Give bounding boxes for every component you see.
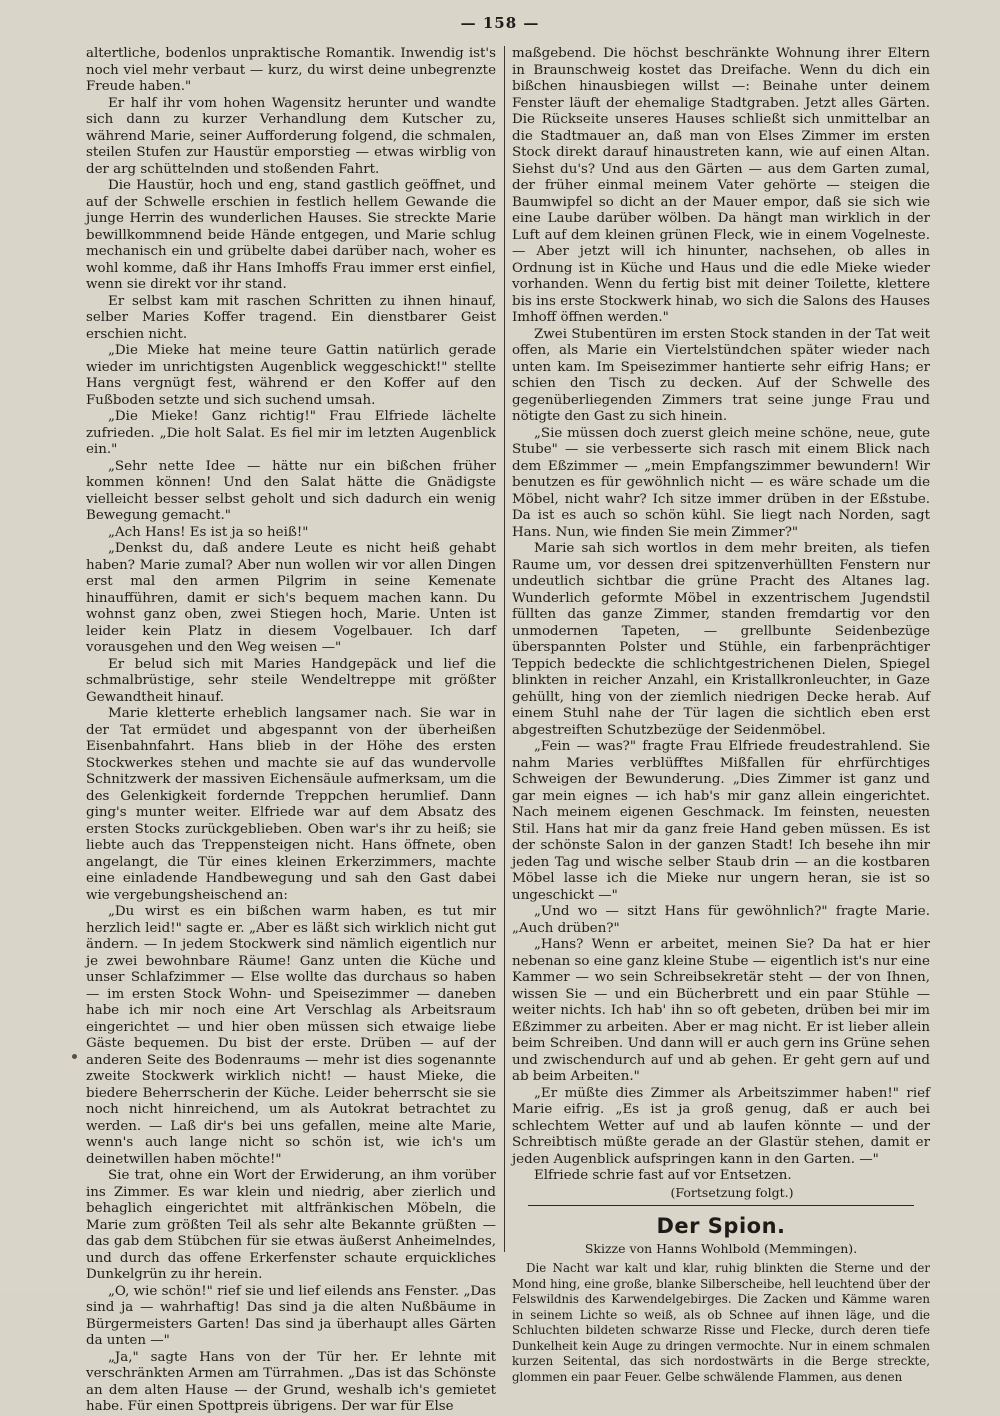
- paragraph: „O, wie schön!" rief sie und lief eilends ans Fenster. „Das sind ja — wahrhaftig! Das sind ja die alten Nußbäume in Bürgermeisters Garten! Das sind ja überhaupt alles Gärten da unten —": [86, 1283, 496, 1348]
- section-divider: [528, 1205, 914, 1206]
- paragraph: Zwei Stubentüren im ersten Stock standen in der Tat weit offen, als Marie ein Viertelstündchen später wieder nach unten kam. Im Speisezimmer hantierte sehr eifrig Hans; er schien den Tisch zu decken. Auf der Schwelle des gegenüberliegenden Zimmers trat seine junge Frau und nötigte den Gast zu sich hinein.: [512, 326, 930, 424]
- paragraph: „Sie müssen doch zuerst gleich meine schöne, neue, gute Stube" — sie verbesserte sich rasch mit einem Blick nach dem Eßzimmer — „mein Empfangszimmer bewundern! Wir benutzen es für gewöhnlich nicht — es wäre schade um die Möbel, nicht wahr? Ich sitze immer drüben in der Eßstube. Da ist es auch so schön kühl. Sie liegt nach Norden, sagt Hans. Nun, wie finden Sie mein Zimmer?": [512, 425, 930, 540]
- continuation-note: (Fortsetzung folgt.): [670, 1184, 794, 1200]
- paragraph: „Fein — was?" fragte Frau Elfriede freudestrahlend. Sie nahm Maries verblüfftes Mißfallen für ehrfürchtiges Schweigen der Bewunderung. „Dies Zimmer ist ganz und gar mein eignes — ich hab's mir ganz allein eingerichtet. Nach meinem eigenen Geschmack. Im feinsten, neuesten Stil. Hans hat mir da ganz freie Hand geben müssen. Es ist der schönste Salon in der ganzen Stadt! Ich besehe ihn mir jeden Tag und wische selber Staub drin — an die kostbaren Möbel lasse ich die Mieke nur ungern heran, sie ist so ungeschickt —": [512, 739, 930, 903]
- paragraph: Er belud sich mit Maries Handgepäck und lief die schmalbrüstige, sehr steile Wendeltreppe mit größter Gewandtheit hinauf.: [86, 656, 496, 705]
- paragraph: Die Nacht war kalt und klar, ruhig blinkten die Sterne und der Mond hing, eine große, blanke Silberscheibe, hell leuchtend über der Felswildnis des Karwendelgebirges. Die Zacken und Kämme waren in seinem Lichte so weiß, als ob Schnee auf ihnen läge, und die Schluchten bildeten schwarze Risse und Flecke, durch deren tiefe Dunkelheit kein Auge zu dringen vermochte. Nur in einem schmalen kurzen Seitental, das sich nordostwärts in die Berge streckte, glommen ein paar Feuer. Gelbe schwälende Flammen, aus denen: [512, 1261, 930, 1384]
- column-divider: [504, 46, 505, 1252]
- paragraph: „Denkst du, daß andere Leute es nicht heiß gehabt haben? Marie zumal? Aber nun wollen wir vor allen Dingen erst mal den armen Pilgrim in seine Kemenate hinaufführen, damit er sich's bequem machen kann. Du wohnst ganz oben, zwei Stiegen hoch, Marie. Unten ist leider kein Platz in diesem Vogelbauer. Ich darf vorausgehen und den Weg weisen —": [86, 541, 496, 655]
- left-column: [86, 46, 496, 1416]
- story-byline: Skizze von Hanns Wohlbold (Memmingen).: [584, 1240, 858, 1256]
- paragraph: „Du wirst es ein bißchen warm haben, es tut mir herzlich leid!" sagte er. „Aber es läßt sich wirklich nicht gut ändern. — In jedem Stockwerk sind nämlich eigentlich nur je zwei bewohnbare Räume! Ganz unten die Küche und unser Schlafzimmer — Else wollte das durchaus so haben — im ersten Stock Wohn- und Speisezimmer — daneben habe ich mir noch eine Art Verschlag als Arbeitsraum eingerichtet — und hier oben müssen sich etwaige liebe Gäste bequemen. Du bist der erste. Drüben — auf der anderen Seite des Bodenraums — mehr ist dies sogenannte zweite Stockwerk wirklich nicht! — haust Mieke, die biedere Beherrscherin der Küche. Leider beherrscht sie sie noch nicht hinreichend, um als Autokrat betrachtet zu werden. — Laß dir's bei uns gefallen, meine alte Marie, wenn's auch lange nicht so schön ist, wie ich's um deinetwillen haben möchte!": [86, 904, 496, 1167]
- paragraph: Elfriede schrie fast auf vor Entsetzen.: [534, 1168, 792, 1183]
- story-body: [512, 1261, 930, 1385]
- paragraph: maßgebend. Die höchst beschränkte Wohnung ihrer Eltern in Braunschweig kostet das Dreifache. Wenn du dich ein bißchen hinausbiegen willst —: Beinahe unter deinem Fenster läuft der ehemalige Stadtgraben. Jetzt alles Gärten. Die Rückseite unseres Hauses schließt sich unmittelbar an die Stadtmauer an, daß man von Elses Zimmer im ersten Stock direkt darauf hinaustreten kann, wie auf einen Altan. Siehst du's? Und aus den Gärten — aus dem Garten zumal, der früher einmal meinem Vater gehörte — steigen die Baumwipfel so dicht an der Mauer empor, daß sie sich wie eine Laube darüber wölben. Da hängt man wirklich in der Luft auf dem kleinen grünen Fleck, wie in einem Vogelneste. — Aber jetzt will ich hinunter, nachsehen, ob alles in Ordnung ist in Küche und Haus und die edle Mieke wieder vorhanden. Wenn du fertig bist mit deiner Toilette, klettere bis ins erste Stockwerk hinab, wo sich die Salons des Hauses Imhoff öffnen werden.": [512, 46, 930, 325]
- paragraph: „Ach Hans! Es ist ja so heiß!": [108, 524, 309, 540]
- story-title: Der Spion.: [656, 1214, 786, 1238]
- paragraph: Sie trat, ohne ein Wort der Erwiderung, an ihm vorüber ins Zimmer. Es war klein und niedrig, aber zierlich und behaglich eingerichtet mit altfränkischen Möbeln, die Marie zum größten Teil als sehr alte Bekannte grüßten — das gab dem Stübchen für sie etwas äußerst Anheimelndes, und durch das offene Erkerfenster schaute erquickliches Dunkelgrün zu ihr herein.: [86, 1168, 496, 1282]
- paragraph: „Die Mieke! Ganz richtig!" Frau Elfriede lächelte zufrieden. „Die holt Salat. Es fiel mir im letzten Augenblick ein.": [86, 409, 496, 457]
- paragraph: „Sehr nette Idee — hätte nur ein bißchen früher kommen können! Und den Salat hätte die Gnädigste vielleicht besser selbst geholt und sich dadurch ein wenig Bewegung gemacht.": [86, 458, 496, 523]
- ink-spot: [72, 1054, 77, 1059]
- paragraph: „Hans? Wenn er arbeitet, meinen Sie? Da hat er hier nebenan so eine ganz kleine Stube — eigentlich ist's nur eine Kammer — wo sein Schreibsekretär steht — der von Ihnen, wissen Sie — und ein Bücherbrett und ein paar Stühle — weiter nichts. Ich hab' ihn so oft gebeten, drüben bei mir im Eßzimmer zu arbeiten. Aber er mag nicht. Er ist lieber allein beim Schreiben. Und dann will er auch gern ins Grüne sehen und zwischendurch auf und ab gehen. Er geht gern auf und ab beim Arbeiten.": [512, 937, 930, 1084]
- right-column: [512, 46, 930, 1385]
- paragraph: „Und wo — sitzt Hans für gewöhnlich?" fragte Marie. „Auch drüben?": [512, 904, 930, 936]
- paragraph: „Ja," sagte Hans von der Tür her. Er lehnte mit verschränkten Armen am Türrahmen. „Das ist das Schönste an dem alten Hause — der Grund, weshalb ich's gemietet habe. Für einen Spottpreis übrigens. Der war für Else: [86, 1349, 496, 1414]
- page-number: — 158 —: [460, 14, 540, 32]
- paragraph: Er selbst kam mit raschen Schritten zu ihnen hinauf, selber Maries Koffer tragend. Ein dienstbarer Geist erschien nicht.: [86, 293, 496, 342]
- paragraph: Er half ihr vom hohen Wagensitz herunter und wandte sich dann zu kurzer Verhandlung dem Kutscher zu, während Marie, seiner Aufforderung folgend, die schmalen, steilen Stufen zur Haustür emporstieg — etwas wirblig von der arg schüttelnden und stoßenden Fahrt.: [86, 95, 496, 177]
- paragraph: Marie kletterte erheblich langsamer nach. Sie war in der Tat ermüdet und abgespannt von der überheißen Eisenbahnfahrt. Hans blieb in der Höhe des ersten Stockwerkes stehen und machte sie auf das wundervolle Schnitzwerk der massiven Eichensäule aufmerksam, um die des Gelenkigkeit fordernde Treppchen herumlief. Dann ging's munter weiter. Elfriede war auf dem Absatz des ersten Stocks zurückgeblieben. Oben war's ihr zu heiß; sie liebte auch das Treppensteigen nicht. Hans öffnete, oben angelangt, die Tür eines kleinen Erkerzimmers, machte eine einladende Handbewegung und sah den Gast dabei wie vergebungsheischend an:: [86, 706, 496, 903]
- paragraph: Die Haustür, hoch und eng, stand gastlich geöffnet, und auf der Schwelle erschien in festlich hellem Gewande die junge Herrin des wunderlichen Hauses. Sie streckte Marie bewillkommnend beide Hände entgegen, und Marie schlug mechanisch ein und grübelte dabei darüber nach, woher es wohl komme, daß ihr Hans Imhoffs Frau immer erst einfiel, wenn sie direkt vor ihr stand.: [86, 178, 496, 292]
- paragraph: „Die Mieke hat meine teure Gattin natürlich gerade wieder im unrichtigsten Augenblick weggeschickt!" stellte Hans vergnügt fest, während er den Koffer auf den Fußboden setzte und sich suchend umsah.: [86, 343, 496, 408]
- paragraph: altertliche, bodenlos unpraktische Romantik. Inwendig ist's noch viel mehr verbaut — kurz, du wirst deine unbegrenzte Freude haben.": [86, 46, 496, 94]
- paragraph: „Er müßte dies Zimmer als Arbeitszimmer haben!" rief Marie eifrig. „Es ist ja groß genug, daß er auch bei schlechtem Wetter auf und ab laufen könnte — und der Schreibtisch müßte gerade an der Glastür stehen, damit er jeden Augenblick aufspringen kann in den Garten. —": [512, 1085, 930, 1167]
- paragraph: Marie sah sich wortlos in dem mehr breiten, als tiefen Raume um, vor dessen drei spitzenverhüllten Fenstern nur undeutlich sichtbar die grüne Pracht des Altanes lag. Wunderlich geformte Möbel in exzentrischem Jugendstil füllten das ganze Zimmer, standen fremdartig vor den unmodernen Tapeten, — grellbunte Seidenbezüge überspannten Polster und Stühle, ein farbenprächtiger Teppich bedeckte die schlichtgestrichenen Dielen, Spiegel blinkten in reicher Anzahl, ein Kristallkronleuchter, in Gaze gehüllt, hing von der ziemlich niedrigen Decke herab. Auf einem Stuhl nahe der Tür lagen die sichtlich eben erst abgestreiften Schutzbezüge der Seidenmöbel.: [512, 541, 930, 738]
